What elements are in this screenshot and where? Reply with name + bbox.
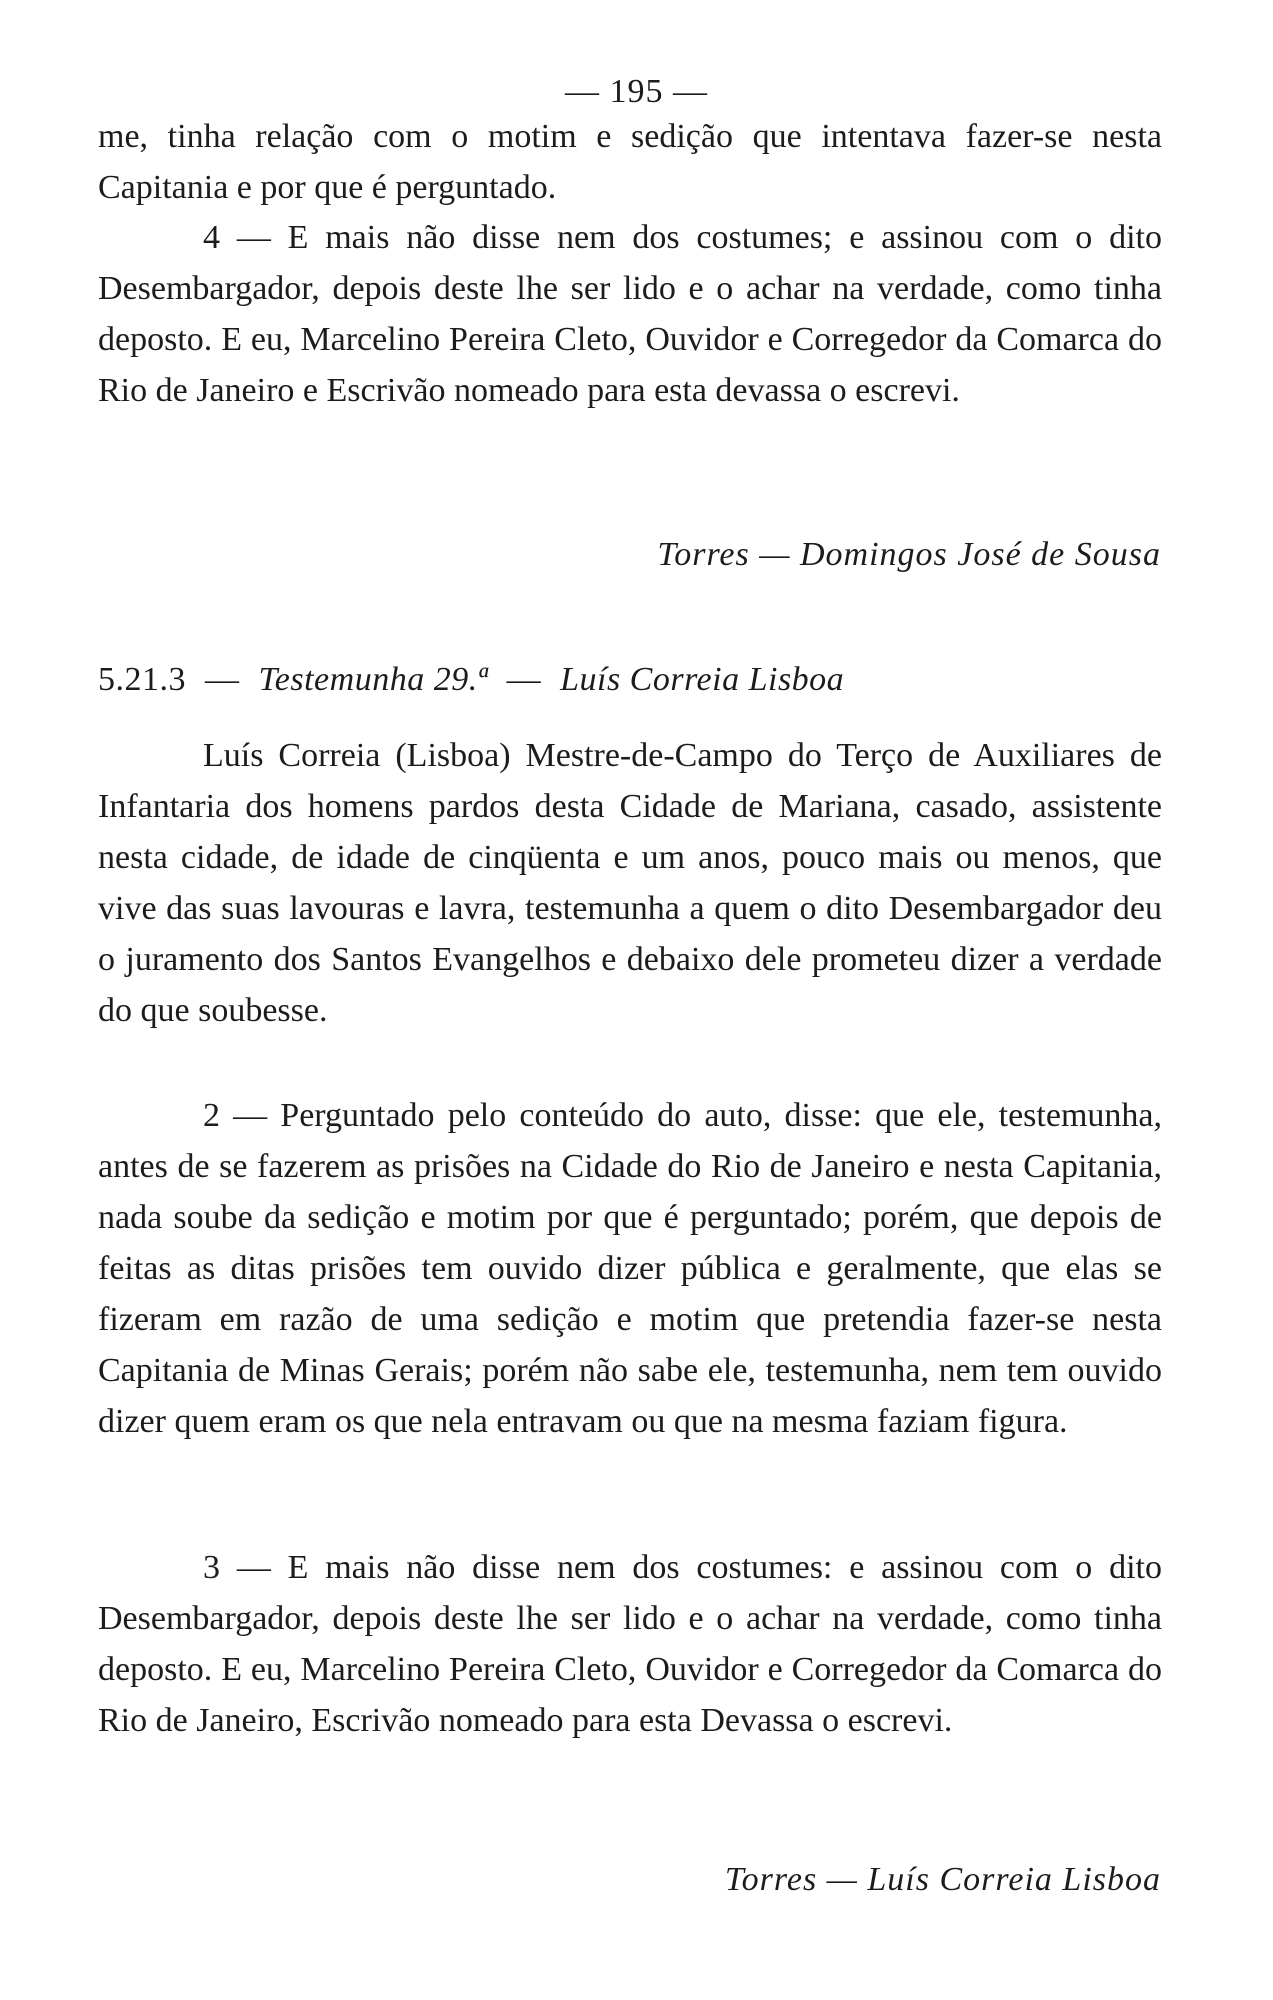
paragraph-item-4: 4 — E mais não disse nem dos costumes; e assinou com o dito Desembargador, depois deste lhe ser lido e o achar na verdade, como tinha deposto. E eu, Marcelino Pereira Cleto, Ouvidor e Corregedor da Comarca do Rio de Janeiro e Escrivão nomeado para esta devassa o escrevi. [98,219,1162,409]
page-number: — 195 — [565,73,708,110]
paragraph-item-3: 3 — E mais não disse nem dos costumes: e assinou com o dito Desembargador, depois deste lhe ser lido e o achar na verdade, como tinha deposto. E eu, Marcelino Pereira Cleto, Ouvidor e Corregedor da Comarca do Rio de Janeiro, Escrivão nomeado para esta Devassa o escrevi. [98,1549,1162,1739]
signature-line-2: Torres — Luís Correia Lisboa [724,1861,1161,1898]
paragraph-continuation: me, tinha relação com o motim e sedição que intentava fazer-se nesta Capitania e por que é perguntado. [98,118,1162,206]
section-number: 5.21.3 [98,661,186,698]
signature-line-1: Torres — Domingos José de Sousa [657,536,1161,573]
witness-label: Testemunha 29.ª [258,661,488,698]
paragraph-witness-intro: Luís Correia (Lisboa) Mestre-de-Campo do Terço de Auxiliares de Infantaria dos homens pardos desta Cidade de Mariana, casado, assistente nesta cidade, de idade de cinqüenta e um anos, pouco mais ou menos, que vive das suas lavouras e lavra, testemunha a quem o dito Desembargador deu o juramento dos Santos Evangelhos e debaixo dele prometeu dizer a verdade do que soubesse. [98,737,1162,1029]
heading-separator-2: — [506,661,542,698]
heading-separator-1: — [205,661,240,698]
witness-name: Luís Correia Lisboa [560,661,845,698]
paragraph-item-2: 2 — Perguntado pelo conteúdo do auto, disse: que ele, testemunha, antes de se fazerem as prisões na Cidade do Rio de Janeiro e nesta Capitania, nada soube da sedição e motim por que é perguntado; porém, que depois de feitas as ditas prisões tem ouvido dizer pública e geralmente, que elas se fizeram em razão de uma sedição e motim que pretendia fazer-se nesta Capitania de Minas Gerais; porém não sabe ele, testemunha, nem tem ouvido dizer quem eram os que nela entravam ou que na mesma faziam figura. [98,1097,1162,1440]
section-heading [98,660,844,700]
